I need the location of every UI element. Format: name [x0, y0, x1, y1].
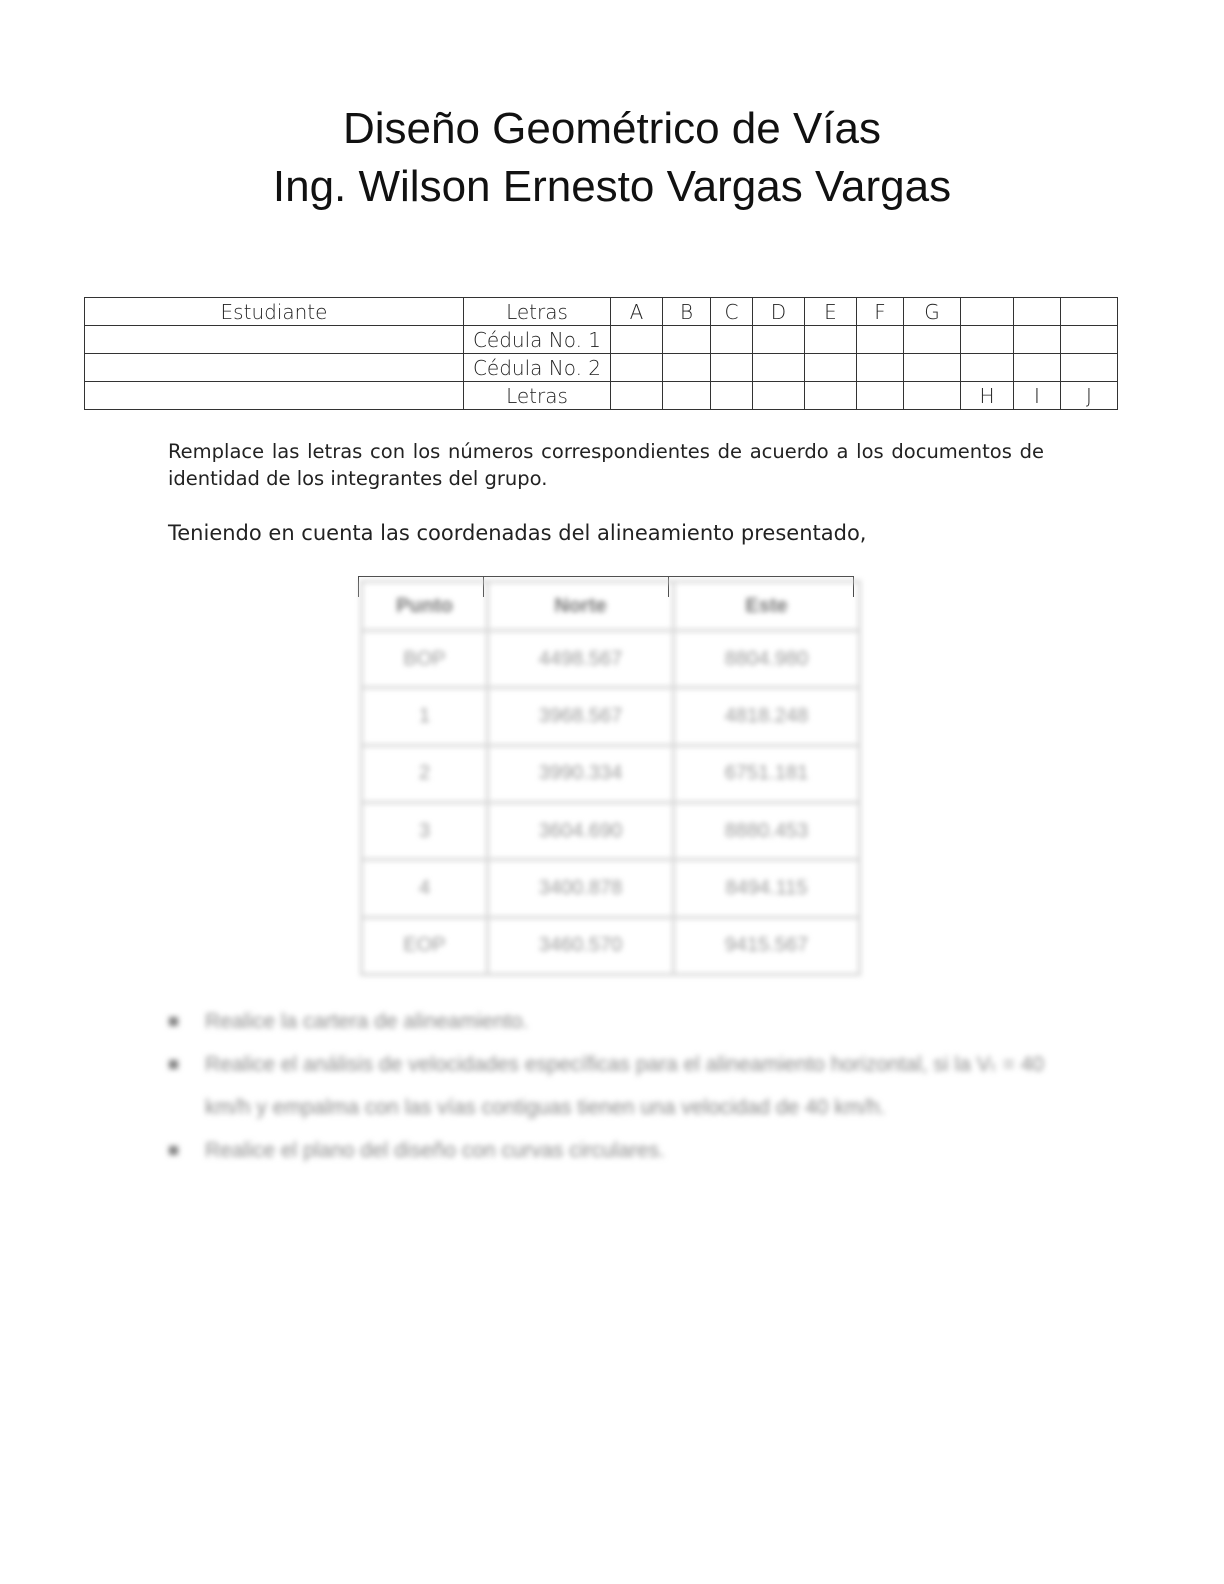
student-table-cell: [611, 382, 663, 410]
bullet-icon: [169, 1017, 178, 1026]
student-table-cell: J: [1061, 382, 1118, 410]
student-table-cell: [1014, 298, 1061, 326]
coordinates-cell: 3460.570: [488, 917, 674, 974]
coordinates-row: [362, 860, 860, 917]
student-table-cell: [1061, 298, 1118, 326]
coordinates-cell: 2: [362, 745, 488, 802]
student-table-cell: [753, 326, 805, 354]
student-table-cell: [961, 326, 1014, 354]
coordinates-intro: Teniendo en cuenta las coordenadas del alineamiento presentado,: [168, 521, 867, 545]
student-table-cell: [904, 326, 961, 354]
coordinates-header-cell: Punto: [362, 582, 488, 631]
coordinates-row: [362, 802, 860, 859]
task-text: Realice el análisis de velocidades específicas para el alineamiento horizontal, si la Vₜ = 40 km/h y empalma con las vías contiguas tienen una velocidad de 40 km/h.: [205, 1053, 1045, 1119]
bullet-icon: [169, 1146, 178, 1155]
student-table-cell: [961, 354, 1014, 382]
task-item: [165, 1000, 1055, 1043]
student-table-cell: [85, 354, 464, 382]
student-table-cell: Cédula No. 1: [464, 326, 611, 354]
student-table-cell: H: [961, 382, 1014, 410]
student-table-cell: [753, 382, 805, 410]
task-item: [165, 1043, 1055, 1129]
coordinates-cell: 1: [362, 688, 488, 745]
instructor-name: Ing. Wilson Ernesto Vargas Vargas: [272, 162, 952, 211]
student-table-cell: [711, 354, 753, 382]
student-table-cell: [663, 354, 711, 382]
student-table-cell: [805, 326, 857, 354]
coordinates-cell: 6751.181: [674, 745, 860, 802]
student-table-cell: [1014, 326, 1061, 354]
student-table-cell: Letras: [464, 382, 611, 410]
student-table-cell: Cédula No. 2: [464, 354, 611, 382]
coordinates-cell: 4498.567: [488, 631, 674, 688]
coordinates-cell: EOP: [362, 917, 488, 974]
student-table-cell: [805, 354, 857, 382]
student-table-cell: [611, 326, 663, 354]
student-table-cell: [904, 382, 961, 410]
document-title: [0, 100, 1224, 216]
coordinates-row: [362, 745, 860, 802]
coordinates-header-cell: Norte: [488, 582, 674, 631]
student-id-table: [84, 297, 1118, 410]
bullet-icon: [169, 1060, 178, 1069]
coordinates-cell: 3604.690: [488, 802, 674, 859]
student-table-cell: [611, 354, 663, 382]
student-table-cell: [663, 382, 711, 410]
student-table-cell: [805, 382, 857, 410]
coordinates-table: [360, 580, 861, 976]
replace-instruction: Remplace las letras con los números correspondientes de acuerdo a los documentos de identidad de los integrantes del grupo.: [168, 440, 1044, 490]
student-table-cell: [904, 354, 961, 382]
student-table-cell: [961, 298, 1014, 326]
coordinates-row: [362, 631, 860, 688]
student-table-cell: [857, 326, 904, 354]
coordinates-row: [362, 688, 860, 745]
student-table-cell: [663, 326, 711, 354]
student-table-row: [85, 298, 1118, 326]
coordinates-cell: 3968.567: [488, 688, 674, 745]
student-table-cell: [711, 326, 753, 354]
student-table-cell: F: [857, 298, 904, 326]
student-table-row: [85, 382, 1118, 410]
student-table-row: [85, 354, 1118, 382]
student-table-cell: [85, 326, 464, 354]
student-table-cell: B: [663, 298, 711, 326]
coordinates-figure: [358, 576, 854, 978]
student-table-cell: D: [753, 298, 805, 326]
student-table-cell: Letras: [464, 298, 611, 326]
student-table-cell: [857, 354, 904, 382]
student-table-cell: I: [1014, 382, 1061, 410]
coordinates-cell: 4: [362, 860, 488, 917]
student-table-cell: C: [711, 298, 753, 326]
student-table-row: [85, 326, 1118, 354]
student-table-cell: [1061, 354, 1118, 382]
course-title: Diseño Geométrico de Vías: [342, 104, 882, 153]
coordinates-cell: 8804.980: [674, 631, 860, 688]
student-table-cell: [1014, 354, 1061, 382]
coordinates-cell: 8494.115: [674, 860, 860, 917]
coordinates-header-row: [362, 582, 860, 631]
coordinates-header-cell: Este: [674, 582, 860, 631]
task-text: Realice la cartera de alineamiento.: [205, 1010, 529, 1033]
coordinates-cell: 8880.453: [674, 802, 860, 859]
coordinates-cell: 4818.248: [674, 688, 860, 745]
coordinates-cell: 3: [362, 802, 488, 859]
coordinates-row: [362, 917, 860, 974]
student-table-cell: A: [611, 298, 663, 326]
task-list: [165, 1000, 1055, 1172]
student-table-cell: E: [805, 298, 857, 326]
coordinates-cell: 3400.878: [488, 860, 674, 917]
student-table-cell: G: [904, 298, 961, 326]
student-table-cell: [85, 382, 464, 410]
coordinates-cell: 9415.567: [674, 917, 860, 974]
student-table-cell: [1061, 326, 1118, 354]
student-table-cell: [753, 354, 805, 382]
coordinates-cell: 3990.334: [488, 745, 674, 802]
coordinates-cell: BOP: [362, 631, 488, 688]
student-table-cell: [857, 382, 904, 410]
task-text: Realice el plano del diseño con curvas circulares.: [205, 1139, 665, 1162]
student-table-cell: [711, 382, 753, 410]
task-item: [165, 1129, 1055, 1172]
student-table-cell: Estudiante: [85, 298, 464, 326]
